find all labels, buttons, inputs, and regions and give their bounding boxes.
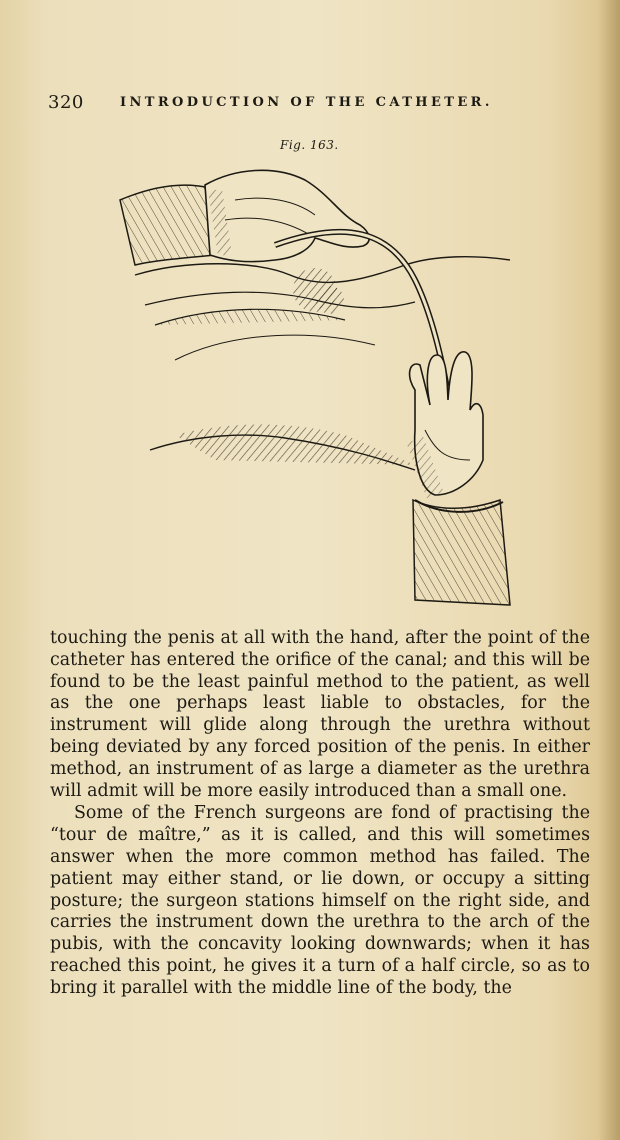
- page-header: [48, 92, 588, 116]
- lower-hand: [410, 352, 483, 495]
- upper-sleeve: [120, 185, 215, 265]
- upper-hand: [205, 170, 369, 261]
- paragraph-2: Some of the French surgeons are fond of practising the “tour de maître,” as it is called, and this will sometimes answer when the more common method has failed. The patient may either stand, or lie down, or occupy a sitting posture; the surgeon stations himself on the right side, and carries the instrument down the urethra to the arch of the pubis, with the concavity looking downwards; when it has reached this point, he gives it a turn of a half circle, so as to bring it parallel with the middle line of the body, the: [50, 803, 590, 998]
- page-number: 320: [48, 92, 84, 113]
- engraving-drawing: [115, 160, 535, 610]
- running-title: INTRODUCTION OF THE CATHETER.: [120, 95, 493, 110]
- page-edge-shadow: [598, 0, 620, 1140]
- paragraph-1: touching the penis at all with the hand, after the point of the catheter has entered the orifice of the canal; and this will be found to be the least painful method to the patient, as well as the one perhaps least liable to obstacles, for the instrument will glide along through the urethra without being deviated by any forced position of the penis. In either method, an instrument of as large a diameter as the urethra will admit will be more easily introduced than a small one.: [50, 628, 590, 801]
- figure-label: Fig. 163.: [280, 138, 339, 152]
- catheter-illustration: [115, 160, 535, 610]
- lower-sleeve: [413, 500, 510, 605]
- body-text: [50, 628, 590, 1000]
- hair-detail: [293, 268, 344, 314]
